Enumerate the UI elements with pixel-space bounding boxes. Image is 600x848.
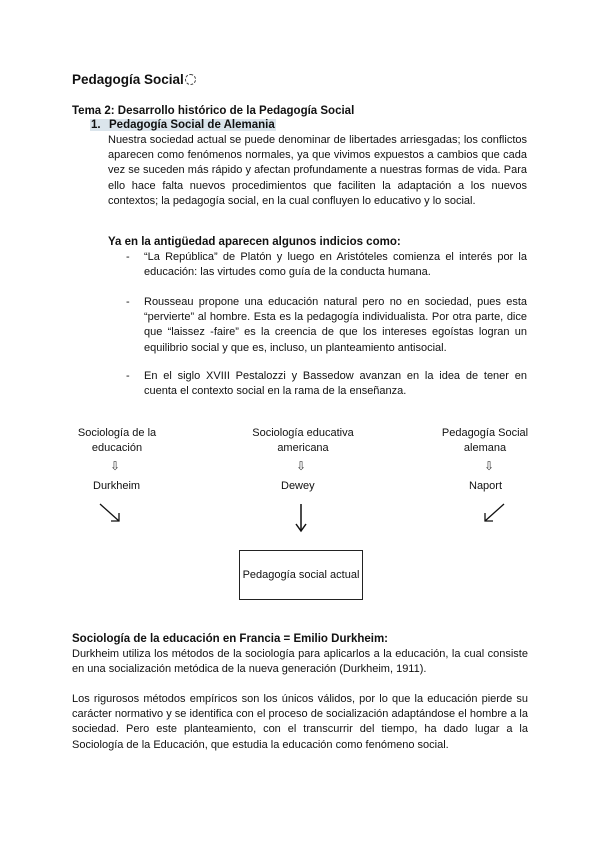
diagram-label-line1: Sociología educativa	[252, 427, 354, 439]
paragraph-metodos-empiricos: Los rigurosos métodos empíricos son los únicos válidos, por lo que la educación pierde su carácter normativo y se identifica con el proceso de socialización adaptándose el hombre a la sociedad. Pero este planteamiento, con el transcurrir del tiempo, ha dado lugar a la Sociología de la Educación, que estudia la educación como fenómeno social.	[72, 693, 528, 751]
diagram-label-line2: americana	[277, 442, 329, 454]
document-title	[72, 72, 196, 87]
bullet-item	[108, 369, 527, 399]
section-title: Pedagogía Social de Alemania	[109, 119, 275, 131]
paragraph-durkheim-metodos: Durkheim utiliza los métodos de la sociología para aplicarlos a la educación, la cual consiste en una socialización metódica de la nueva generación (Durkheim, 1911).	[72, 648, 528, 676]
bullet-item	[108, 250, 527, 280]
tema-heading: Tema 2: Desarrollo histórico de la Pedagogía Social	[72, 105, 355, 117]
diagram-label-line1: Sociología de la	[77, 427, 157, 439]
paragraph-sociedad-actual: Nuestra sociedad actual se puede denominar de libertades arriesgadas; los conflictos aparecen como fenómenos normales, ya que vivimos expuestos a cambios que cada vez se suceden más rápido y afectan profundamente a nuestras formas de vida. Para ello hace falta nuevos procedimientos que faciliten la adaptación a los nuevos contextos; la pedagogía social, en la cual confluyen lo educativo y lo social.	[108, 134, 527, 207]
double-arrow-down-icon: ⇩	[110, 459, 121, 473]
double-arrow-down-icon: ⇩	[484, 459, 495, 473]
bullet-text: Rousseau propone una educación natural pero no en sociedad, pues esta “pervierte” al hombre. Esta es la pedagogía individualista. Por otra parte, dice que “laissez -faire” es la creencia de que los intereses egoístas logran un equilibrio social y que es, incluso, un planteamiento antisocial.	[144, 296, 527, 354]
diagram-label-line2: alemana	[463, 442, 507, 454]
bullet-text: “La República” de Platón y luego en Aristóteles comienza el interés por la educación: las virtudes como guía de la conducta humana.	[144, 251, 527, 279]
diagram-label-line2: educación	[91, 442, 143, 454]
section-heading-alemania	[90, 119, 276, 131]
bullet-dash: -	[126, 370, 130, 382]
arrow-down-icon	[294, 503, 308, 533]
diagram-label-line1: Pedagogía Social	[441, 427, 529, 439]
title-text: Pedagogía Social	[72, 72, 184, 87]
result-box-label: Pedagogía social actual	[242, 569, 360, 581]
diagram-source-sociologia-educacion	[62, 426, 172, 456]
section-number: 1.	[91, 119, 101, 131]
diagram-source-pedagogia-alemana	[424, 426, 546, 456]
diagram-name-naport: Naport	[469, 480, 503, 492]
bullet-text: En el siglo XVIII Pestalozzi y Bassedow avanzan en la idea de tener en cuenta el contexto social en la rama de la enseñanza.	[144, 370, 527, 398]
arrow-down-right-icon	[98, 502, 124, 524]
bullet-item	[108, 295, 527, 356]
diagram-result-box	[239, 550, 363, 600]
bullet-dash: -	[126, 296, 130, 308]
section-heading-durkheim: Sociología de la educación en Francia = Emilio Durkheim:	[72, 633, 389, 645]
antiguedad-heading: Ya en la antigüedad aparecen algunos indicios como:	[108, 236, 401, 248]
speech-bubble-icon[interactable]	[185, 74, 196, 85]
double-arrow-down-icon: ⇩	[296, 459, 307, 473]
diagram-name-dewey: Dewey	[281, 480, 315, 492]
arrow-down-left-icon	[480, 502, 506, 524]
diagram-name-durkheim: Durkheim	[93, 480, 141, 492]
bullet-dash: -	[126, 251, 130, 263]
diagram-source-sociologia-americana	[228, 426, 378, 456]
